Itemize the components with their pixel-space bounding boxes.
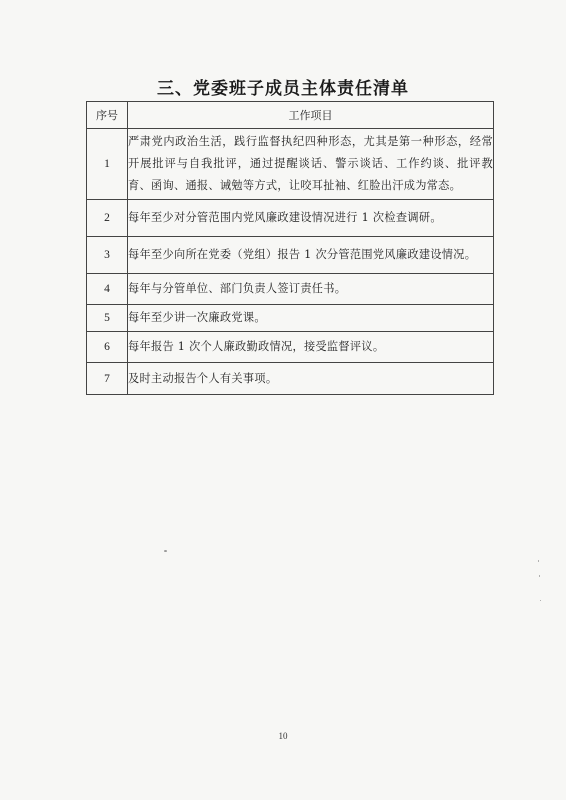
work-item: 每年与分管单位、部门负责人签订责任书。: [128, 274, 494, 305]
column-header-item: 工作项目: [128, 102, 494, 129]
work-item: 及时主动报告个人有关事项。: [128, 363, 494, 395]
work-item: 每年至少向所在党委（党组）报告 1 次分管范围党风廉政建设情况。: [128, 237, 494, 274]
work-item: 每年报告 1 次个人廉政勤政情况，接受监督评议。: [128, 332, 494, 363]
row-number: 7: [87, 363, 128, 395]
table-row: [87, 237, 494, 274]
row-number: 1: [87, 129, 128, 200]
page-number: 10: [278, 731, 288, 741]
scan-speck: [164, 550, 167, 552]
table-row: [87, 305, 494, 332]
column-header-no: 序号: [87, 102, 128, 129]
table-row: [87, 129, 494, 200]
table-row: [87, 200, 494, 237]
page-title: 三、党委班子成员主体责任清单: [157, 79, 409, 99]
work-item: 每年至少对分管范围内党风廉政建设情况进行 1 次检查调研。: [128, 200, 494, 237]
scan-speck: [538, 560, 539, 562]
row-number: 6: [87, 332, 128, 363]
row-number: 3: [87, 237, 128, 274]
table-row: [87, 332, 494, 363]
work-item: 严肃党内政治生活，践行监督执纪四种形态，尤其是第一种形态，经常开展批评与自我批评，通过提醒谈话、警示谈话、工作约谈、批评教育、函询、通报、诫勉等方式，让咬耳扯袖、红脸出汗成为常态。: [128, 129, 494, 200]
table-row: [87, 363, 494, 395]
table-row: [87, 274, 494, 305]
table-header-row: [87, 102, 494, 129]
work-item: 每年至少讲一次廉政党课。: [128, 305, 494, 332]
scan-speck: [539, 575, 540, 577]
row-number: 2: [87, 200, 128, 237]
row-number: 4: [87, 274, 128, 305]
responsibility-table: [86, 101, 494, 395]
row-number: 5: [87, 305, 128, 332]
scan-speck: [540, 600, 541, 601]
